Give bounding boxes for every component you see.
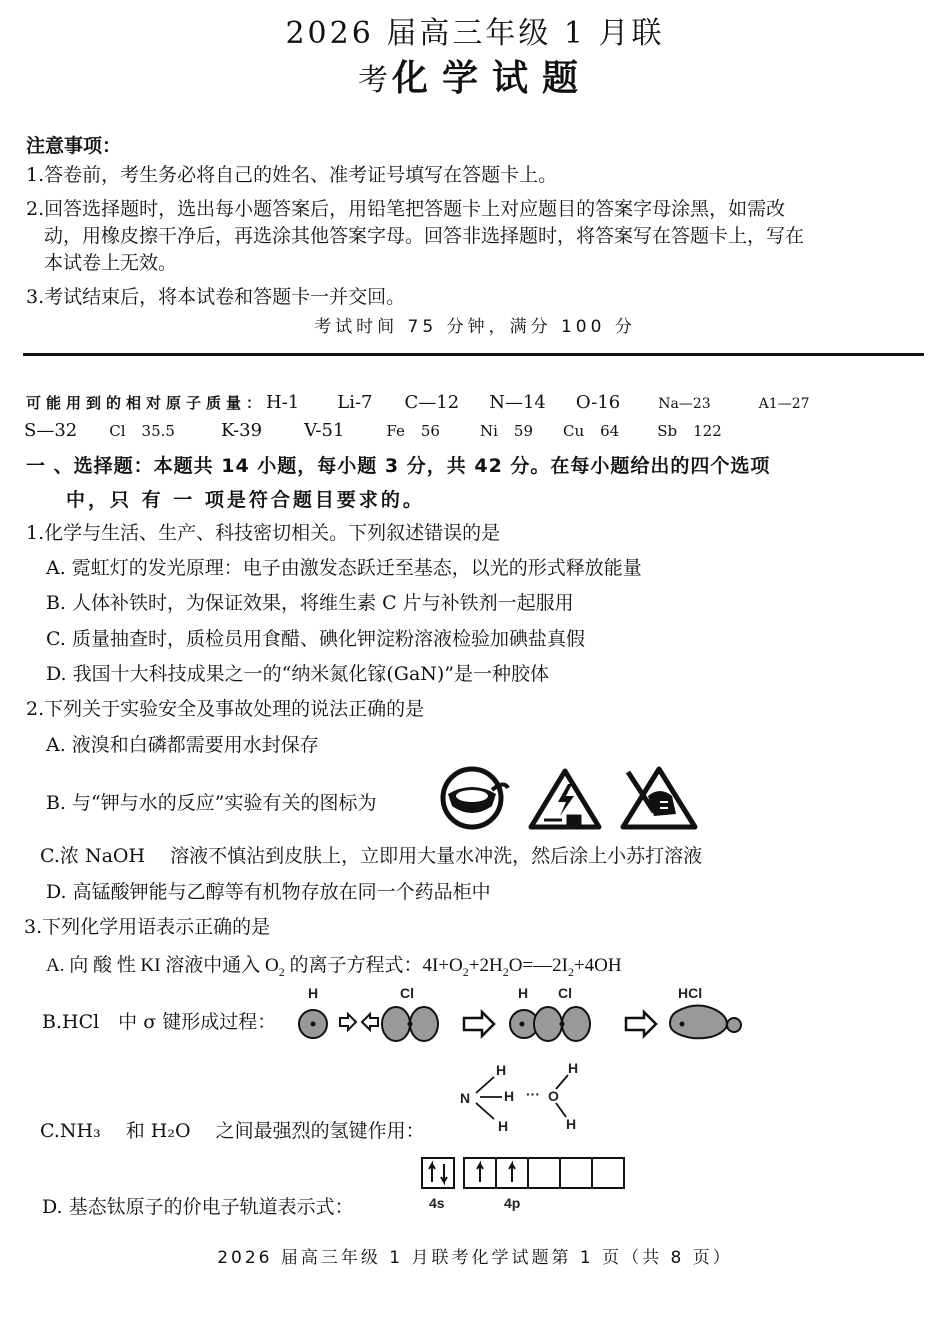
- atomic-mass-line-2: [24, 420, 722, 441]
- q2-option-c: C.浓 NaOH 溶液不慎沾到皮肤上，立即用大量水冲洗，然后涂上小苏打溶液: [40, 845, 703, 867]
- q3-a-text-2: 的离子方程式：4I+O: [284, 955, 463, 976]
- q3-stem: 3.下列化学用语表示正确的是: [24, 916, 271, 938]
- q1-option-a: A. 霓虹灯的发光原理：电子由激发态跃迁至基态，以光的形式释放能量: [46, 557, 642, 579]
- title-main: 化学试题: [391, 57, 592, 99]
- exam-title: [0, 50, 950, 101]
- hydrogen-bond-diagram: [456, 1055, 596, 1137]
- mass-ni-symbol: Ni: [479, 422, 498, 440]
- mass-s: S—32: [24, 420, 78, 441]
- q2-stem: 2.下列关于实验安全及事故处理的说法正确的是: [26, 698, 425, 720]
- mass-cl-value: 35.5: [141, 422, 175, 440]
- notice-item-2-line-2: 动，用橡皮擦干净后，再选涂其他答案字母。回答非选择题时，将答案写在答题卡上，写在: [44, 225, 805, 247]
- notice-item-1: 1.答卷前，考生务必将自己的姓名、准考证号填写在答题卡上。: [26, 164, 558, 186]
- label-cl-1: Cl: [400, 985, 414, 1001]
- atomic-mass-label: 可能用到的相对原子质量：: [26, 394, 267, 412]
- title-line-1: 2026 届高三年级 1 月联: [285, 16, 665, 51]
- atomic-mass-line-1: [26, 392, 810, 413]
- mass-h: H-1: [266, 392, 300, 413]
- q3-a-sub-2: 2: [462, 964, 469, 979]
- label-h-2: H: [518, 985, 529, 1001]
- hcl-sigma-bond-diagram: [296, 982, 746, 1044]
- label-4s: 4s: [429, 1195, 445, 1211]
- notice-item-2-line-3: 本试卷上无效。: [44, 252, 178, 274]
- mass-ni-value: 59: [513, 422, 533, 440]
- label-4p: 4p: [504, 1195, 521, 1211]
- q3-a-text-1: A. 向 酸 性 KI 溶液中通入 O: [46, 955, 279, 976]
- mass-cu-value: 64: [600, 422, 620, 440]
- q2-option-b: B. 与“钾与水的反应”实验有关的图标为: [46, 792, 377, 814]
- mass-n: N—14: [489, 392, 546, 413]
- nh3-n: N: [460, 1090, 471, 1106]
- section-1-heading-line-1: 一 、选择题：本题共 14 小题，每小题 3 分，共 42 分。在每小题给出的四个选项: [26, 455, 771, 477]
- h2o-h-top: H: [568, 1060, 579, 1076]
- q3-option-c: C.NH₃ 和 H₂O 之间最强烈的氢键作用：: [40, 1120, 425, 1142]
- mass-sb-symbol: Sb: [657, 422, 678, 440]
- q3-a-text-4: O=—2I: [508, 955, 568, 976]
- title-prefix: 考: [357, 63, 392, 98]
- q3-a-text-5: +4OH: [573, 955, 622, 976]
- notice-item-2-line-1: 2.回答选择题时，选出每小题答案后，用铅笔把答题卡上对应题目的答案字母涂黑，如需改: [26, 198, 786, 220]
- label-h-1: H: [308, 985, 319, 1001]
- q3-a-text-3: +2H: [468, 955, 503, 976]
- section-1-heading-line-2: 中，只 有 一 项是符合题目要求的。: [66, 489, 425, 511]
- mass-k: K-39: [220, 420, 263, 441]
- mass-o: O-16: [575, 392, 621, 413]
- nh3-h-top: H: [496, 1062, 507, 1078]
- mass-v: V-51: [304, 420, 345, 441]
- mass-na: Na—23: [658, 396, 711, 412]
- wash-hands-icon: [620, 766, 698, 830]
- notice-item-3: 3.考试结束后，将本试卷和答题卡一并交回。: [26, 286, 406, 308]
- label-hcl: HCl: [678, 985, 703, 1001]
- q3-option-b: B.HCl 中 σ 键形成过程：: [42, 1011, 277, 1033]
- mass-c: C—12: [404, 392, 460, 413]
- heating-icon: [438, 766, 510, 830]
- orbital-diagram: [420, 1156, 630, 1214]
- q1-option-b: B. 人体补铁时，为保证效果，将维生素 C 片与补铁剂一起服用: [46, 592, 574, 614]
- q2-option-d: D. 高锰酸钾能与乙醇等有机物存放在同一个药品柜中: [46, 881, 491, 903]
- notice-heading: 注意事项：: [26, 135, 122, 157]
- mass-cl-symbol: Cl: [109, 422, 126, 440]
- page-footer: 2026 届高三年级 1 月联考化学试题第 1 页（共 8 页）: [217, 1248, 733, 1268]
- mass-al: A1—27: [758, 396, 810, 412]
- label-cl-2: Cl: [558, 985, 572, 1001]
- q3-a-sub-4: 2: [567, 964, 574, 979]
- exam-time: 考试时间 75 分钟，满分 100 分: [314, 317, 636, 337]
- q3-a-sub-1: 2: [278, 964, 285, 979]
- mass-fe-symbol: Fe: [386, 422, 405, 440]
- q3-option-a: [46, 950, 622, 980]
- mass-sb-value: 122: [693, 422, 722, 440]
- mass-cu-symbol: Cu: [563, 422, 585, 440]
- q2-option-a: A. 液溴和白磷都需要用水封保存: [46, 734, 319, 756]
- h2o-h-bottom: H: [566, 1116, 577, 1132]
- q1-option-c: C. 质量抽查时，质检员用食醋、碘化钾淀粉溶液检验加碘盐真假: [46, 628, 585, 650]
- h2o-o: O: [548, 1088, 559, 1104]
- nh3-h-bottom: H: [498, 1118, 509, 1134]
- divider-rule: [23, 353, 924, 356]
- q1-stem: 1.化学与生活、生产、科技密切相关。下列叙述错误的是: [26, 522, 501, 544]
- nh3-h-mid: H: [504, 1088, 515, 1104]
- hydrogen-bond-dots: ···: [526, 1086, 540, 1102]
- q3-option-d: D. 基态钛原子的价电子轨道表示式：: [42, 1196, 354, 1218]
- q3-a-sub-3: 2: [502, 964, 509, 979]
- q1-option-d: D. 我国十大科技成果之一的“纳米氮化镓(GaN)”是一种胶体: [46, 663, 550, 685]
- mass-li: Li-7: [337, 392, 373, 413]
- electricity-icon: [528, 768, 602, 830]
- mass-fe-value: 56: [420, 422, 440, 440]
